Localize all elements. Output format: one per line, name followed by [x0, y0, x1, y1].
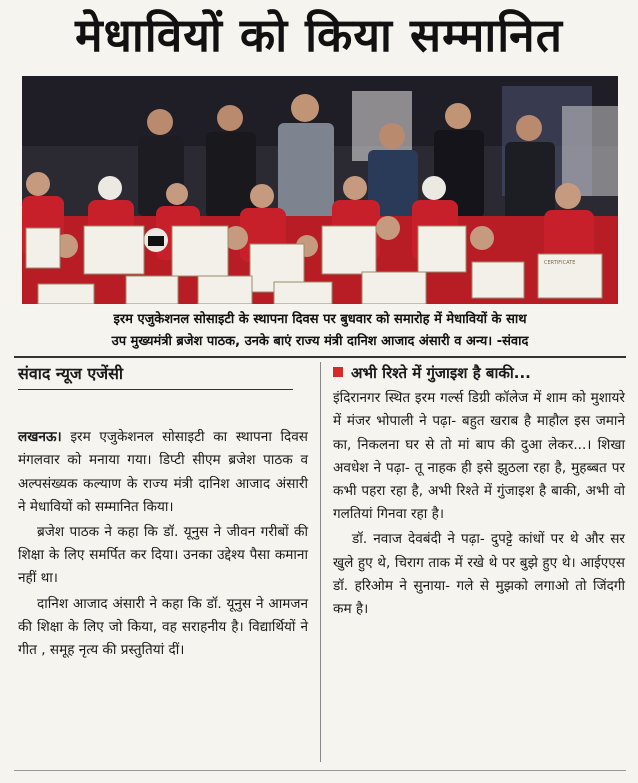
caption-line-2: उप मुख्यमंत्री ब्रजेश पाठक, उनके बाएं राज्य मंत्री दानिश आजाद अंसारी व अन्य। -संवाद — [111, 334, 529, 349]
dateline: लखनऊ। — [18, 429, 62, 446]
certificate-text: CERTIFICATE — [544, 260, 576, 266]
agency-byline: संवाद न्यूज एजेंसी — [18, 362, 293, 390]
subheading-text: अभी रिश्ते में गुंजाइश है बाकी... — [351, 364, 531, 382]
left-column — [18, 362, 308, 664]
left-paragraph-3: दानिश आजाद अंसारी ने कहा कि डॉ. यूनुस ने आमजन की शिक्षा के लिए जो किया, वह सराहनीय है। विद्यार्थियों ने गीत , समूह नृत्य की प्रस्तुतियां दीं। — [18, 595, 308, 659]
news-photo — [22, 76, 618, 304]
subheading — [333, 362, 625, 385]
caption-divider — [14, 356, 626, 358]
headline: मेधावियों को किया सम्मानित — [75, 8, 563, 62]
caption-line-1: इरम एजुकेशनल सोसाइटी के स्थापना दिवस पर बुधवार को समारोह में मेधावियों के साथ — [113, 312, 527, 327]
photo-caption — [14, 309, 626, 353]
ceremony-photo — [22, 76, 618, 304]
right-paragraph-1: इंदिरानगर स्थित इरम गर्ल्स डिग्री कॉलेज में शाम को मुशायरे में मंजर भोपाली ने पढ़ा- बहुत खराब है माहौल इस जमाने का, निकलना घर से तो मां बाप की दुआ लेकर...। शिखा अवधेश ने पढ़ा- तू नाहक ही इसे झुठला रहा है, मुहब्बत पर कभी पहरा रहा है, अभी रिश्ते में गुंजाइश है बाकी, अभी वो गलतियां गिनवा रहा है। — [333, 390, 625, 523]
left-paragraph-1 — [18, 426, 308, 519]
left-paragraph-1-text: इरम एजुकेशनल सोसाइटी का स्थापना दिवस मंगलवार को मनाया गया। डिप्टी सीएम ब्रजेश पाठक व अल्पसंख्यक कल्याण के राज्य मंत्री दानिश आजाद अंसारी ने मेधावियों को सम्मानित किया। — [18, 429, 308, 515]
left-paragraph-2: ब्रजेश पाठक ने कहा कि डॉ. यूनुस ने जीवन गरीबों की शिक्षा के लिए समर्पित कर दिया। उनका उद्देश्य पैसा कमाना नहीं था। — [18, 524, 308, 587]
bottom-rule — [14, 770, 626, 771]
right-paragraph-2: डॉ. नवाज देवबंदी ने पढ़ा- दुपट्टे कांधों पर थे और सर खुले हुए थे, चिराग ताक में रखे थे पर बुझे हुए थे। आईएएस डॉ. हरिओम ने सुनाया- गले से मुझको लगाओ तो जिंदगी कम है। — [333, 531, 625, 618]
red-square-bullet-icon — [333, 367, 343, 377]
right-column — [333, 362, 625, 623]
column-divider — [320, 362, 321, 762]
